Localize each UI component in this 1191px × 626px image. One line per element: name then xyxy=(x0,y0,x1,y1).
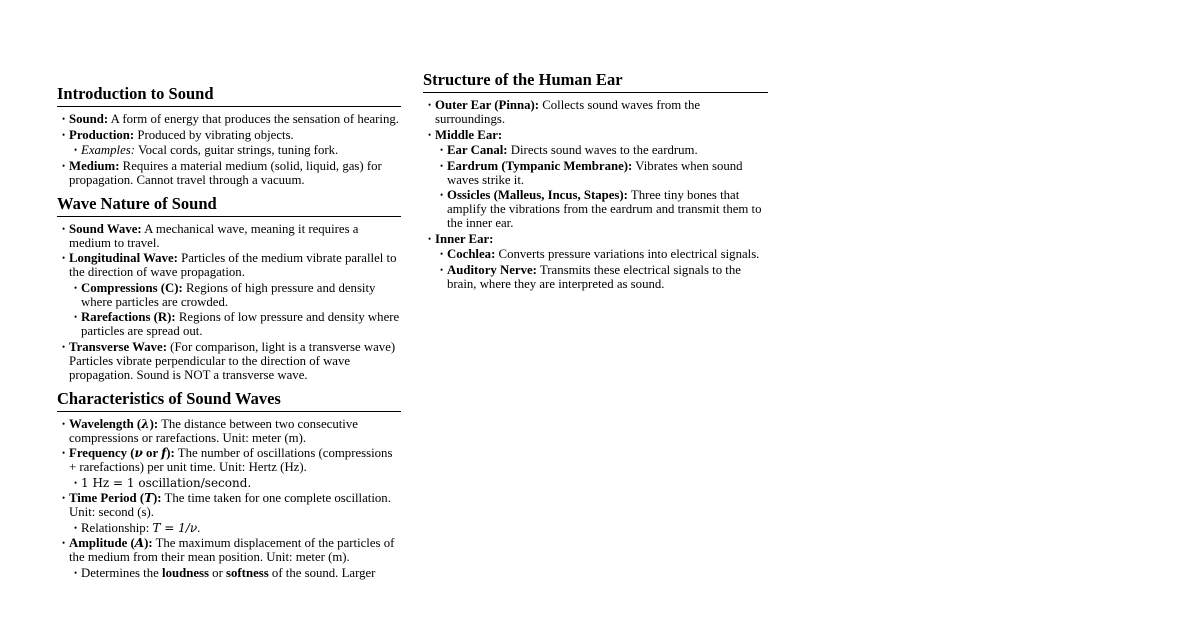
wave-list xyxy=(57,222,401,382)
term-ossicles: Ossicles (Malleus, Incus, Stapes): xyxy=(447,188,628,202)
term-sound-wave: Sound Wave: xyxy=(69,221,142,236)
term-frequency-or: or xyxy=(142,446,162,460)
section-title-characteristics: Characteristics of Sound Waves xyxy=(57,389,401,412)
list-item-wavelength xyxy=(57,417,401,445)
section-characteristics xyxy=(57,389,401,580)
term-softness: softness xyxy=(226,565,269,580)
formula-relationship: T = 1/ν xyxy=(152,520,198,535)
list-item-sound-wave xyxy=(57,222,401,250)
amplitude-sublist xyxy=(69,566,401,580)
relationship-label: Relationship: xyxy=(81,520,153,535)
section-introduction xyxy=(57,84,401,187)
term-amplitude-label: Amplitude ( xyxy=(69,536,135,550)
list-item-outer-ear xyxy=(423,98,768,126)
desc-outer-ear: Collects sound waves from the surroundings. xyxy=(435,98,701,126)
desc-sound-wave: A mechanical wave, meaning it requires a medium to travel. xyxy=(69,221,359,250)
list-item-medium xyxy=(57,159,401,187)
ear-list xyxy=(423,98,768,291)
desc-eardrum: Vibrates when sound waves strike it. xyxy=(447,158,743,187)
list-item-hertz-definition xyxy=(69,476,401,490)
period-sublist xyxy=(69,521,401,535)
section-title-human-ear: Structure of the Human Ear xyxy=(423,70,768,93)
production-sublist xyxy=(69,143,401,157)
frequency-sublist xyxy=(69,476,401,490)
term-ear-canal: Ear Canal: xyxy=(447,143,508,157)
symbol-T: T xyxy=(144,491,154,505)
term-period-label: Time Period ( xyxy=(69,491,145,505)
section-title-wave-nature: Wave Nature of Sound xyxy=(57,194,401,217)
list-item-sound xyxy=(57,112,401,126)
term-time-period xyxy=(69,491,162,505)
term-transverse: Transverse Wave: xyxy=(69,339,167,354)
list-item-ear-canal xyxy=(435,143,768,157)
list-item-examples xyxy=(69,143,401,157)
term-production: Production: xyxy=(69,127,135,142)
term-sound: Sound: xyxy=(69,112,109,126)
symbol-lambda: λ xyxy=(141,416,150,431)
intro-list xyxy=(57,112,401,187)
desc-compressions: Regions of high pressure and density where particles are crowded. xyxy=(81,280,376,309)
term-wavelength xyxy=(69,417,158,431)
term-auditory-nerve: Auditory Nerve: xyxy=(447,262,537,277)
symbol-nu: ν xyxy=(134,446,143,460)
list-item-rarefactions xyxy=(69,310,401,338)
desc-amplitude: The maximum displacement of the particles of the medium from their mean position. Unit: meter (m). xyxy=(69,536,395,564)
desc-sound: A form of energy that produces the sensation of hearing. xyxy=(108,112,399,126)
desc-frequency: The number of oscillations (compressions + rarefactions) per unit time. Unit: Hertz (Hz). xyxy=(69,446,393,474)
desc-wavelength: The distance between two consecutive compressions or rarefactions. Unit: meter (m). xyxy=(69,416,358,445)
list-item-eardrum xyxy=(435,159,768,187)
term-middle-ear: Middle Ear: xyxy=(435,127,503,142)
right-column xyxy=(423,70,768,298)
desc-time-period: The time taken for one complete oscillation. Unit: second (s). xyxy=(69,491,391,519)
term-inner-ear: Inner Ear: xyxy=(435,231,494,246)
desc-ossicles: Three tiny bones that amplify the vibrations from the eardrum and transmit them to the inner ear. xyxy=(447,188,762,230)
list-item-amplitude xyxy=(57,536,401,580)
desc-longitudinal: Particles of the medium vibrate parallel to the direction of wave propagation. xyxy=(69,251,397,279)
term-longitudinal: Longitudinal Wave: xyxy=(69,251,178,265)
term-frequency-label: Frequency ( xyxy=(69,446,135,460)
relationship-end: . xyxy=(197,520,201,535)
term-loudness: loudness xyxy=(162,565,209,580)
list-item-cochlea xyxy=(435,247,768,261)
list-item-transverse xyxy=(57,340,401,382)
desc-production: Produced by vibrating objects. xyxy=(134,127,294,142)
longitudinal-sublist xyxy=(69,281,401,339)
list-item-longitudinal xyxy=(57,251,401,338)
term-wavelength-label: Wavelength ( xyxy=(69,416,142,431)
symbol-f: f xyxy=(161,446,167,460)
term-rarefactions: Rarefactions (R): xyxy=(81,310,176,324)
term-outer-ear: Outer Ear (Pinna): xyxy=(435,98,540,112)
term-period-close: ): xyxy=(153,491,162,505)
formula-hertz: 1 Hz = 1 oscillation/second. xyxy=(81,475,252,490)
term-amplitude-close: ): xyxy=(144,536,153,550)
desc-cochlea: Converts pressure variations into electrical signals. xyxy=(495,247,760,261)
determines-b: of the sound. Larger xyxy=(268,565,376,580)
section-wave-nature xyxy=(57,194,401,382)
term-frequency xyxy=(69,446,175,460)
list-item-time-period xyxy=(57,491,401,535)
desc-transverse: (For comparison, light is a transverse wave) Particles vibrate perpendicular to the direction of wave propagation. Sound is NOT a transverse wave. xyxy=(69,339,396,382)
middle-ear-sublist xyxy=(435,143,768,230)
inner-ear-sublist xyxy=(435,247,768,291)
list-item-loudness xyxy=(69,566,401,580)
section-title-introduction: Introduction to Sound xyxy=(57,84,401,107)
section-human-ear xyxy=(423,70,768,291)
left-column xyxy=(57,84,401,587)
list-item-relationship xyxy=(69,521,401,535)
list-item-production xyxy=(57,128,401,158)
term-eardrum: Eardrum (Tympanic Membrane): xyxy=(447,158,633,173)
term-medium: Medium: xyxy=(69,158,120,173)
desc-medium: Requires a material medium (solid, liquid, gas) for propagation. Cannot travel through a vacuum. xyxy=(69,158,382,187)
term-cochlea: Cochlea: xyxy=(447,247,496,261)
term-wavelength-close: ): xyxy=(149,416,159,431)
desc-ear-canal: Directs sound waves to the eardrum. xyxy=(507,143,698,157)
list-item-auditory-nerve xyxy=(435,263,768,291)
list-item-frequency xyxy=(57,446,401,490)
list-item-inner-ear xyxy=(423,232,768,291)
term-frequency-close: ): xyxy=(166,446,175,460)
desc-examples: Vocal cords, guitar strings, tuning fork. xyxy=(135,143,339,157)
characteristics-list xyxy=(57,417,401,580)
list-item-ossicles xyxy=(435,188,768,230)
desc-auditory-nerve: Transmits these electrical signals to the brain, where they are interpreted as sound. xyxy=(447,262,741,291)
list-item-middle-ear xyxy=(423,128,768,231)
term-amplitude xyxy=(69,536,153,550)
desc-rarefactions: Regions of low pressure and density where particles are spread out. xyxy=(81,310,400,338)
list-item-compressions xyxy=(69,281,401,309)
symbol-A: A xyxy=(134,536,145,550)
determines-a: Determines the xyxy=(81,565,163,580)
term-compressions: Compressions (C): xyxy=(81,280,183,295)
term-examples: Examples: xyxy=(81,143,136,157)
determines-or: or xyxy=(208,565,227,580)
